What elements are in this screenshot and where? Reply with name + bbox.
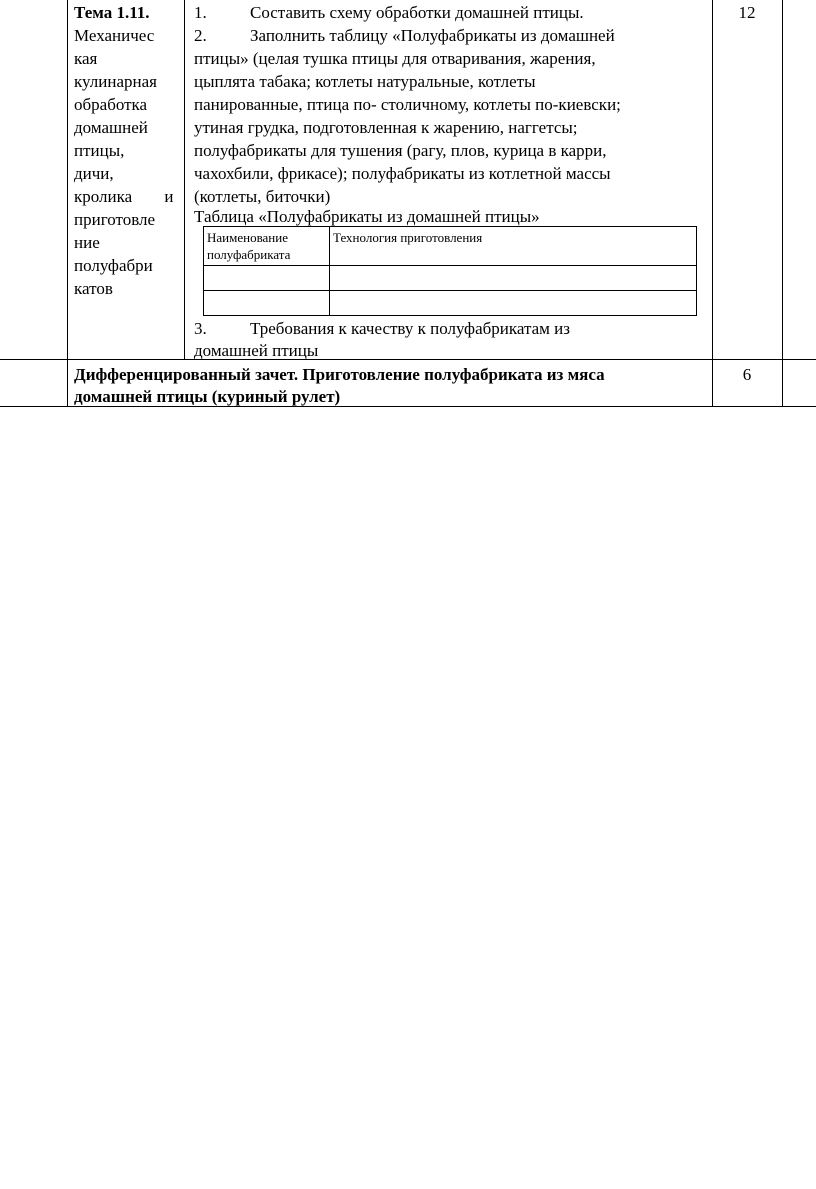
table-cell [330, 291, 697, 316]
topic-column-border [184, 0, 185, 359]
table-header-row [204, 227, 697, 266]
content-line: 3. Требования к качеству к полуфабрикатам из [194, 319, 570, 338]
table-header-cell: Наименование полуфабриката [204, 227, 330, 266]
topic-line: дичи, [74, 164, 114, 183]
table-cell [204, 291, 330, 316]
left-border [67, 0, 68, 407]
topic-line: Механичес [74, 26, 155, 45]
content-line: чахохбили, фрикасе); полуфабрикаты из котлетной массы [194, 164, 611, 183]
topic-line: полуфабри [74, 256, 153, 275]
row-divider [0, 359, 816, 360]
content-line: панированные, птица по- столичному, котлеты по-киевски; [194, 95, 621, 114]
topic-cell [74, 1, 178, 300]
topic-line: обработка [74, 95, 148, 114]
content-line: утиная грудка, подготовленная к жарению, наггетсы; [194, 118, 578, 137]
content-line: 2. Заполнить таблицу «Полуфабрикаты из домашней [194, 26, 615, 45]
topic-line: Тема 1.11. [74, 3, 150, 22]
topic-line: птицы, [74, 141, 125, 160]
content-line: цыплята табака; котлеты натуральные, котлеты [194, 72, 536, 91]
content-line: полуфабрикаты для тушения (рагу, плов, курица в карри, [194, 141, 607, 160]
content-line: (котлеты, биточки) [194, 187, 331, 206]
inner-table-caption: Таблица «Полуфабрикаты из домашней птицы» [194, 207, 540, 226]
table-cell [330, 266, 697, 291]
hours-column-left-border [712, 0, 713, 407]
final-assessment-line: домашней птицы (куриный рулет) [74, 387, 341, 406]
content-line: домашней птицы [194, 341, 319, 360]
topic-line: кулинарная [74, 72, 157, 91]
content-line: птицы» (целая тушка птицы для отваривания, жарения, [194, 49, 596, 68]
topic-line: кролика и [74, 187, 174, 206]
hours-cell: 12 [738, 3, 756, 22]
topic-line: ние [74, 233, 100, 252]
hours-cell: 6 [742, 365, 752, 384]
semi-finished-products-table [203, 226, 697, 316]
table-row [204, 291, 697, 316]
topic-line: катов [74, 279, 113, 298]
topic-title [74, 1, 178, 24]
table-cell [204, 266, 330, 291]
topic-line: кая [74, 49, 98, 68]
content-line: 1. Составить схему обработки домашней птицы. [194, 3, 584, 22]
final-assessment-line: Дифференцированный зачет. Приготовление полуфабриката из мяса [74, 365, 605, 384]
table-header-cell: Технология приготовления [330, 227, 697, 266]
topic-line: приготовле [74, 210, 156, 229]
table-row [204, 266, 697, 291]
hours-column-right-border [782, 0, 783, 407]
topic-line: домашней [74, 118, 148, 137]
